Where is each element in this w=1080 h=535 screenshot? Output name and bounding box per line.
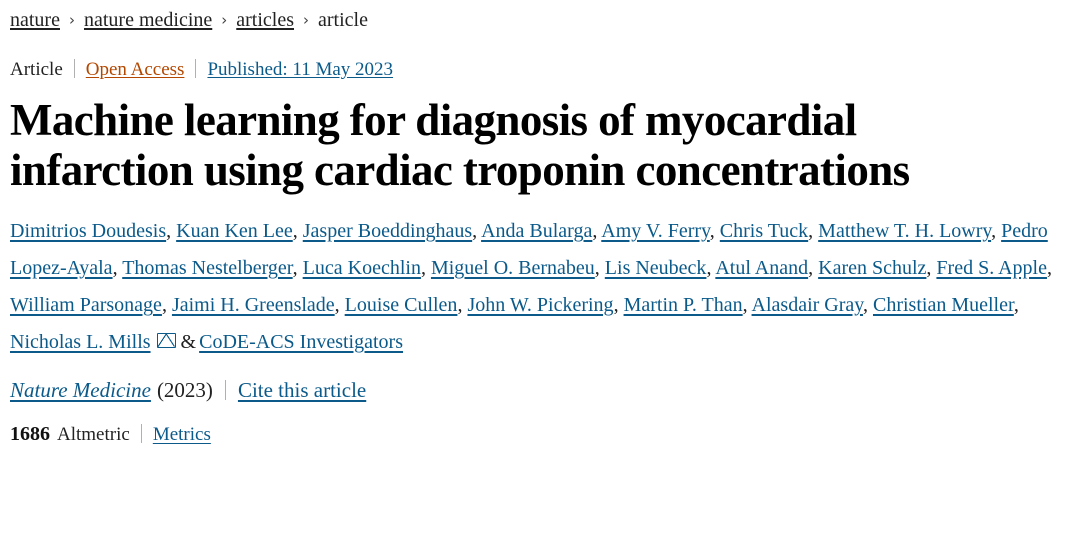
article-type-label: Article [10,59,63,80]
meta-divider [74,59,75,78]
author-separator: , [1046,257,1052,279]
author-separator: , [292,257,303,279]
author-link[interactable]: Alasdair Gray [751,294,863,316]
author-separator: , [709,220,720,242]
breadcrumb-item-nature[interactable]: nature [10,9,60,31]
author-link[interactable]: John W. Pickering [467,294,614,316]
author-separator: , [808,257,819,279]
journal-divider [225,380,226,400]
author-separator: , [594,257,605,279]
author-separator: , [862,294,873,316]
metrics-link[interactable]: Metrics [152,424,211,445]
cite-this-article-link[interactable]: Cite this article [237,378,367,402]
journal-year: (2023) [156,378,213,402]
author-list [10,213,1072,361]
meta-divider [195,59,196,78]
author-link[interactable]: Anda Bularga [481,220,593,242]
altmetric-count: 1686 [10,423,50,445]
author-separator: , [592,220,602,242]
author-link[interactable]: Thomas Nestelberger [122,257,293,279]
corresponding-author-link[interactable]: Nicholas L. Mills [10,331,151,353]
altmetric-label: Altmetric [57,424,130,445]
author-separator: , [613,294,624,316]
breadcrumb-separator-icon: › [221,11,228,29]
author-link[interactable]: Miguel O. Bernabeu [430,257,595,279]
author-separator: , [808,220,819,242]
envelope-icon[interactable] [157,333,176,348]
breadcrumb [10,6,1072,35]
author-separator: , [926,257,937,279]
metrics-divider [141,424,142,443]
author-separator: , [1013,294,1019,316]
author-separator: , [161,294,172,316]
author-link[interactable]: Fred S. Apple [936,257,1047,279]
author-link[interactable]: Karen Schulz [818,257,927,279]
author-separator: , [292,220,303,242]
author-link[interactable]: Jasper Boeddinghaus [302,220,473,242]
author-separator: , [457,294,468,316]
author-link[interactable]: Lis Neubeck [604,257,707,279]
author-separator: , [166,220,177,242]
author-separator: , [420,257,431,279]
author-separator: , [991,220,1002,242]
author-link[interactable]: William Parsonage [10,294,162,316]
open-access-link[interactable]: Open Access [85,59,185,80]
author-separator: , [472,220,482,242]
author-link[interactable]: Jaimi H. Greenslade [171,294,335,316]
author-link[interactable]: Chris Tuck [719,220,809,242]
author-link[interactable]: Dimitrios Doudesis [10,220,167,242]
author-link[interactable]: Kuan Ken Lee [176,220,293,242]
journal-name-link[interactable]: Nature Medicine [10,378,151,402]
page-title: Machine learning for diagnosis of myocardial infarction using cardiac troponin concentrations [10,95,910,195]
author-link[interactable]: Pedro Lopez-Ayala [10,220,1048,279]
author-link[interactable]: Amy V. Ferry [601,220,710,242]
author-link[interactable]: Atul Anand [715,257,809,279]
author-link[interactable]: Christian Mueller [872,294,1014,316]
journal-citation-line [10,375,1072,405]
author-separator: , [742,294,752,316]
published-date-link[interactable]: Published: 11 May 2023 [207,59,394,80]
breadcrumb-item-nature-medicine[interactable]: nature medicine [83,9,213,31]
group-author-link[interactable]: CoDE-ACS Investigators [199,331,403,353]
author-link[interactable]: Martin P. Than [623,294,743,316]
breadcrumb-item-article: article [318,9,368,31]
author-separator: , [112,257,123,279]
breadcrumb-separator-icon: › [68,11,75,29]
author-link[interactable]: Louise Cullen [344,294,458,316]
metrics-line [10,421,1072,448]
breadcrumb-separator-icon: › [303,11,310,29]
author-ampersand: & [180,331,197,353]
author-link[interactable]: Matthew T. H. Lowry [818,220,992,242]
author-separator: , [706,257,716,279]
author-separator: , [334,294,345,316]
breadcrumb-item-articles[interactable]: articles [236,9,295,31]
article-meta-line [10,57,1072,83]
author-link[interactable]: Luca Koechlin [302,257,421,279]
